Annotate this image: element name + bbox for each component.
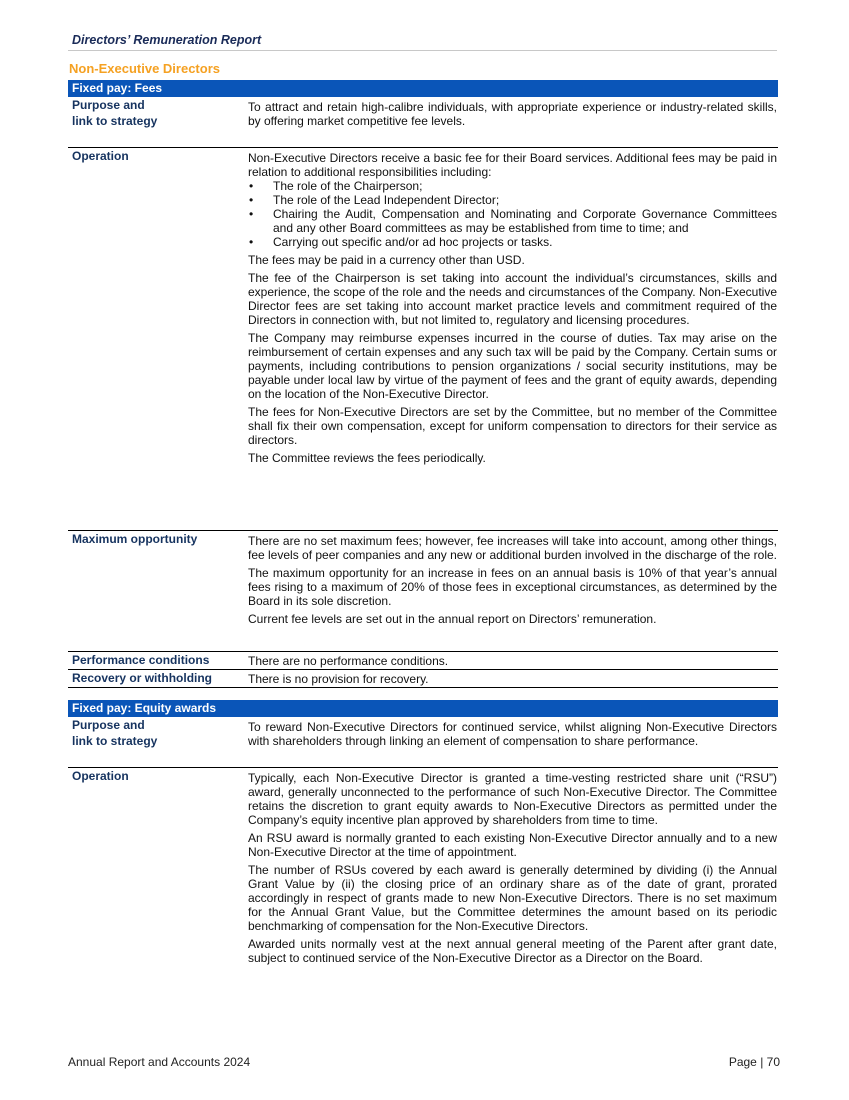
fees-table-title: Fixed pay: Fees [68, 80, 778, 97]
paragraph: Non-Executive Directors receive a basic fee for their Board services. Additional fees may be paid in relation to additional responsibilities including: [248, 151, 777, 179]
table-row-maximum [68, 531, 778, 652]
row-label-line: Purpose and [72, 98, 145, 112]
paragraph: The number of RSUs covered by each award is generally determined by dividing (i) the Annual Grant Value by (ii) the closing price of an ordinary share as of the date of grant, prorated accordingly in respect of grants made to new Non-Executive Directors. There is no set maximum for the Annual Grant Value, but the Committee determines the amount based on its periodic benchmarking of compensation for the Non-Executive Directors. [248, 863, 777, 933]
paragraph: The Committee reviews the fees periodically. [248, 451, 486, 465]
footer-page-number: Page | 70 [728, 1055, 780, 1069]
equity-table-title: Fixed pay: Equity awards [68, 700, 778, 717]
row-label: Maximum opportunity [72, 532, 198, 546]
row-label-line: link to strategy [72, 734, 158, 748]
footer-report-name: Annual Report and Accounts 2024 [68, 1055, 251, 1069]
list-item: • The role of the Lead Independent Director; [248, 193, 777, 207]
paragraph: There are no set maximum fees; however, fee increases will take into account, among other things, fee levels of peer companies and any new or additional burden involved in the discharge of the role. [248, 534, 778, 562]
paragraph: To attract and retain high-calibre individuals, with appropriate experience or industry-related skills, by offering market competitive fee levels. [248, 100, 777, 128]
row-content [248, 97, 778, 147]
row-label: Operation [72, 149, 129, 163]
equity-awards-policy-table [68, 700, 778, 965]
row-content [248, 531, 778, 651]
row-label: Recovery or withholding [72, 671, 213, 685]
row-content [248, 670, 778, 687]
paragraph: There are no performance conditions. [248, 654, 449, 668]
list-item: • The role of the Chairperson; [248, 179, 777, 193]
paragraph: The fees for Non-Executive Directors are set by the Committee, but no member of the Committee shall fix their own compensation, except for uniform compensation to directors for their service as directors. [248, 405, 777, 447]
row-label [68, 717, 248, 767]
row-label-line: Purpose and [72, 718, 145, 732]
table-row-operation [68, 768, 778, 965]
responsibility-list [248, 179, 777, 249]
table-row-purpose [68, 717, 778, 768]
paragraph: The maximum opportunity for an increase in fees on an annual basis is 10% of that year’s annual fees rising to a maximum of 20% of those fees in exceptional circumstances, as determined by the Board in its sole discretion. [248, 566, 777, 608]
table-row-purpose [68, 97, 778, 148]
row-label: Performance conditions [72, 653, 210, 667]
paragraph: The fees may be paid in a currency other than USD. [248, 253, 525, 267]
list-item: • Chairing the Audit, Compensation and Nominating and Corporate Governance Committees and any other Board committees as may be established from time to time; and [248, 207, 777, 235]
paragraph: There is no provision for recovery. [248, 672, 429, 686]
table-row-operation [68, 148, 778, 531]
report-title: Directors’ Remuneration Report [72, 33, 262, 47]
row-label: Operation [72, 769, 129, 783]
paragraph: The fee of the Chairperson is set taking into account the individual’s circumstances, skills and experience, the scope of the role and the needs and circumstances of the Company. Non-Executive Director fees are set taking into account market practice levels and commitment required of the Directors in connection with, but not limited to, regulatory and licensing procedures. [248, 271, 777, 327]
row-content [248, 768, 778, 965]
header-divider [68, 50, 777, 51]
paragraph: To reward Non-Executive Directors for continued service, whilst aligning Non-Executive Directors with shareholders through linking an element of compensation to share performance. [248, 720, 777, 748]
section-heading: Non-Executive Directors [69, 61, 220, 76]
row-content [248, 717, 778, 767]
row-label [68, 97, 248, 147]
paragraph: Awarded units normally vest at the next annual general meeting of the Parent after grant date, subject to continued service of the Non-Executive Director as a Director on the Board. [248, 937, 777, 965]
paragraph: Typically, each Non-Executive Director is granted a time-vesting restricted share unit (“RSU”) award, generally unconnected to the performance of such Non-Executive Director. The Committee retains the discretion to grant equity awards to Non-Executive Directors as permitted under the Company’s equity incentive plan approved by shareholders from time to time. [248, 771, 777, 827]
row-label-line: link to strategy [72, 114, 158, 128]
paragraph: The Company may reimburse expenses incurred in the course of duties. Tax may arise on the reimbursement of certain expenses and any such tax will be paid by the Company. Certain sums or payments, including contributions to pension organizations / social security institutions, may be payable under local law by virtue of the payment of fees and the grant of equity awards, depending on the location of the Non-Executive Director. [248, 331, 777, 401]
row-content [248, 652, 778, 669]
fees-policy-table [68, 80, 778, 688]
row-content [248, 148, 778, 530]
table-row-performance [68, 652, 778, 670]
table-row-recovery [68, 670, 778, 688]
list-item: • Carrying out specific and/or ad hoc projects or tasks. [248, 235, 777, 249]
paragraph: Current fee levels are set out in the annual report on Directors’ remuneration. [248, 612, 657, 626]
paragraph: An RSU award is normally granted to each existing Non-Executive Director annually and to a new Non-Executive Director at the time of appointment. [248, 831, 777, 859]
